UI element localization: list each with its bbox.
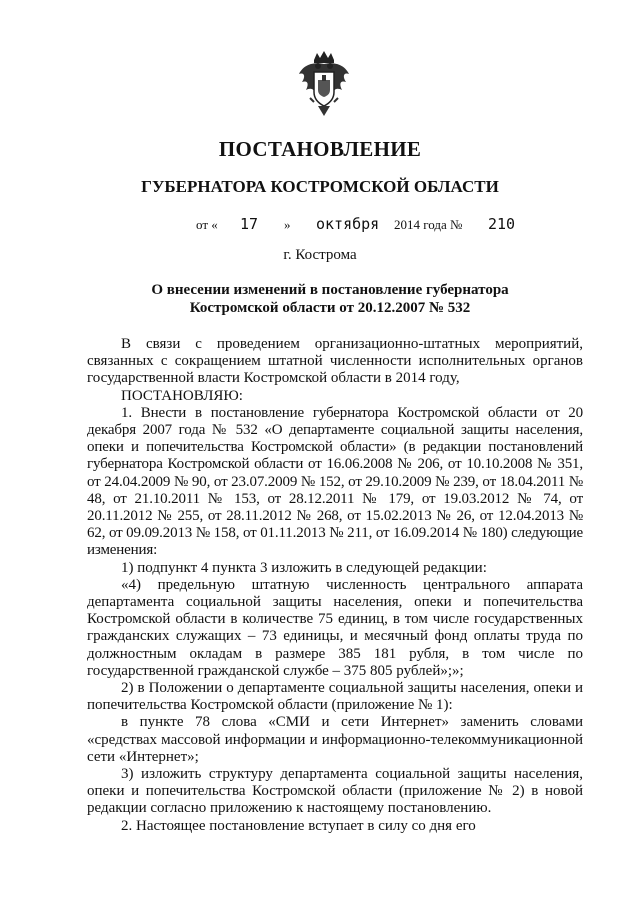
paragraph-subitem-1: 1) подпункт 4 пункта 3 изложить в следующей редакции: [121, 559, 487, 576]
paragraph-item-1: 1. Внести в постановление губернатора Костромской области от 20 декабря 2007 года № 532 «О департаменте социальной защиты населения, опеки и попечительства Костромской области» (в редакции постановлений губернатора Костромской области от 16.06.2008 № 206, от 10.10.2008 № 351, от 24.04.2009 № 90, от 23.07.2009 № 152, от 29.10.2009 № 239, от 18.04.2011 № 48, от 21.10.2011 № 153, от 28.12.2011 № 179, от 19.03.2012 № 74, от 20.11.2012 № 255, от 28.11.2012 № 268, от 15.02.2013 № 26, от 12.04.2013 № 62, от 09.09.2013 № 158, от 01.11.2013 № 211, от 16.09.2014 № 180) следующие изменения: [87, 404, 583, 559]
date-quote-close: » [284, 217, 291, 232]
paragraph-decree: ПОСТАНОВЛЯЮ: [121, 387, 243, 404]
date-day: 17 [240, 215, 259, 233]
document-title: ПОСТАНОВЛЕНИЕ [218, 137, 422, 161]
date-year: 2014 года № [394, 217, 463, 232]
document-heading [120, 281, 540, 317]
date-prefix: от « [196, 217, 218, 232]
paragraph-subitem-2: 2) в Положении о департаменте социальной защиты населения, опеки и попечительства Костромской области (приложение № 1): [87, 680, 583, 714]
issuer-title: ГУБЕРНАТОРА КОСТРОМСКОЙ ОБЛАСТИ [141, 177, 499, 196]
document-number: 210 [488, 215, 516, 233]
city: г. Кострома [283, 247, 357, 263]
paragraph-item-2: 2. Настоящее постановление вступает в силу со дня его [121, 817, 476, 834]
heading-line-2: Костромской области от 20.12.2007 № 532 [189, 300, 471, 316]
coat-of-arms-icon [296, 50, 352, 120]
date-month: октября [316, 215, 380, 233]
paragraph-subitem-2-text: в пункте 78 слова «СМИ и сети Интернет» заменить словами «средствах массовой информации и информационно-телекоммуникационной сети «Интернет»; [87, 714, 583, 765]
paragraph-subitem-1-text: «4) предельную штатную численность центрального аппарата департамента социальной защиты населения, опеки и попечительства Костромской области в количестве 75 единиц, в том числе государственных гражданских служащих – 73 единицы, и месячный фонд оплаты труда по должностным окладам в размере 385 181 рубля, в том числе по государственной гражданской службе – 375 805 рублей»;»; [87, 576, 583, 679]
paragraph-subitem-3: 3) изложить структуру департамента социальной защиты населения, опеки и попечительства Костромской области (приложение № 2) в новой редакции согласно приложению к настоящему постановлению. [87, 766, 583, 817]
paragraph-preamble: В связи с проведением организационно-штатных мероприятий, связанных с сокращением штатной численности исполнительных органов государственной власти Костромской области в 2014 году, [87, 336, 583, 387]
document-body [87, 336, 583, 835]
heading-line-1: О внесении изменений в постановление губернатора [151, 282, 509, 298]
